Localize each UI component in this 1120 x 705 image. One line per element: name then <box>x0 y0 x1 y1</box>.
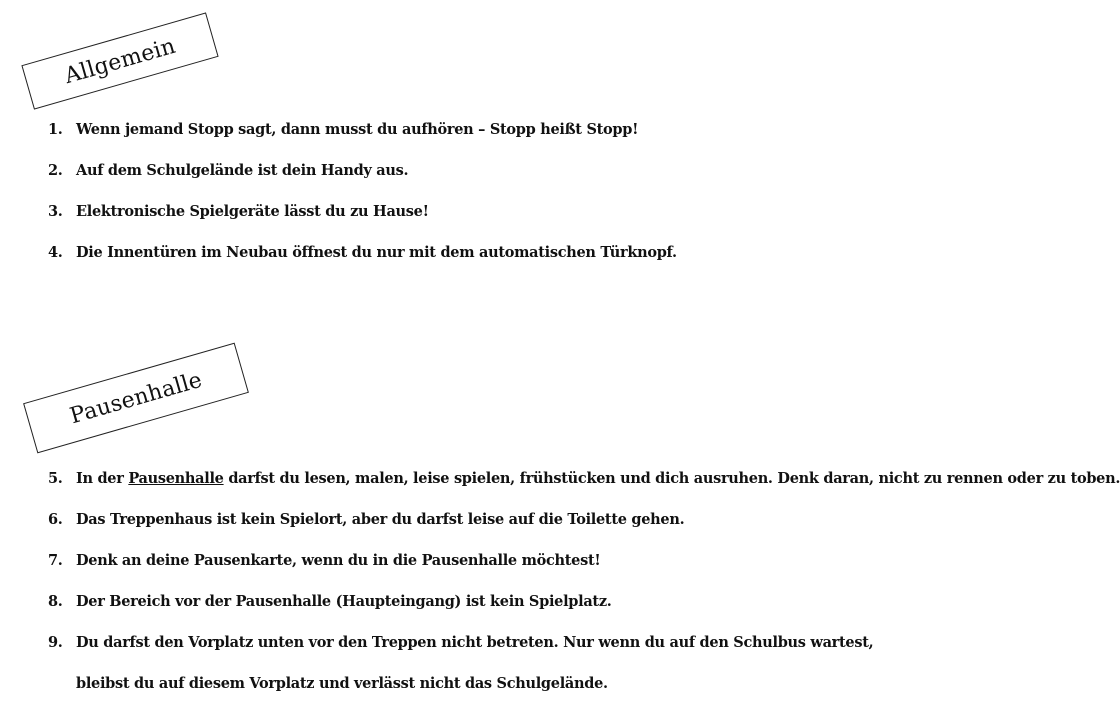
rule-text: Die Innentüren im Neubau öffnest du nur mit dem automatischen Türknopf. <box>76 244 677 261</box>
rule-text-continued: bleibst du auf diesem Vorplatz und verlässt nicht das Schulgelände. <box>76 675 608 692</box>
section-title-text: Allgemein <box>61 33 179 89</box>
rule-number: 9. <box>48 634 63 651</box>
rule-item <box>48 469 1120 489</box>
rule-number: 7. <box>48 552 63 569</box>
rule-item <box>48 202 677 222</box>
rule-item <box>48 161 677 181</box>
section-title-text: Pausenhalle <box>67 367 205 429</box>
rule-text: Auf dem Schulgelände ist dein Handy aus. <box>76 162 409 179</box>
section-title-pausenhalle <box>23 343 249 454</box>
rule-item <box>48 120 677 140</box>
rule-text: Der Bereich vor der Pausenhalle (Haupteingang) ist kein Spielplatz. <box>76 593 612 610</box>
rule-text-underlined: Pausenhalle <box>128 470 224 487</box>
rule-number: 8. <box>48 593 63 610</box>
rule-text: Denk an deine Pausenkarte, wenn du in die Pausenhalle möchtest! <box>76 552 601 569</box>
rule-number: 1. <box>48 121 63 138</box>
rule-text: Das Treppenhaus ist kein Spielort, aber du darfst leise auf die Toilette gehen. <box>76 511 685 528</box>
section-title-allgemein <box>21 12 218 109</box>
rule-item <box>48 510 1120 530</box>
rules-list-pausenhalle <box>48 469 1120 694</box>
rule-number: 2. <box>48 162 63 179</box>
rule-number: 6. <box>48 511 63 528</box>
rule-text-before: In der <box>76 470 129 487</box>
rule-item <box>48 243 677 263</box>
rule-number: 4. <box>48 244 63 261</box>
rule-item <box>48 592 1120 612</box>
rule-item <box>48 551 1120 571</box>
rule-text-after: darfst du lesen, malen, leise spielen, frühstücken und dich ausruhen. Denk daran, nicht zu rennen oder zu toben. <box>223 470 1120 487</box>
rules-list-allgemein <box>48 120 677 284</box>
rule-text: Du darfst den Vorplatz unten vor den Treppen nicht betreten. Nur wenn du auf den Schulbus wartest, <box>76 634 874 651</box>
rule-item <box>48 633 1120 694</box>
rule-text: Wenn jemand Stopp sagt, dann musst du aufhören – Stopp heißt Stopp! <box>76 121 639 138</box>
rule-text: Elektronische Spielgeräte lässt du zu Hause! <box>76 203 429 220</box>
rule-number: 3. <box>48 203 63 220</box>
rule-number: 5. <box>48 470 63 487</box>
